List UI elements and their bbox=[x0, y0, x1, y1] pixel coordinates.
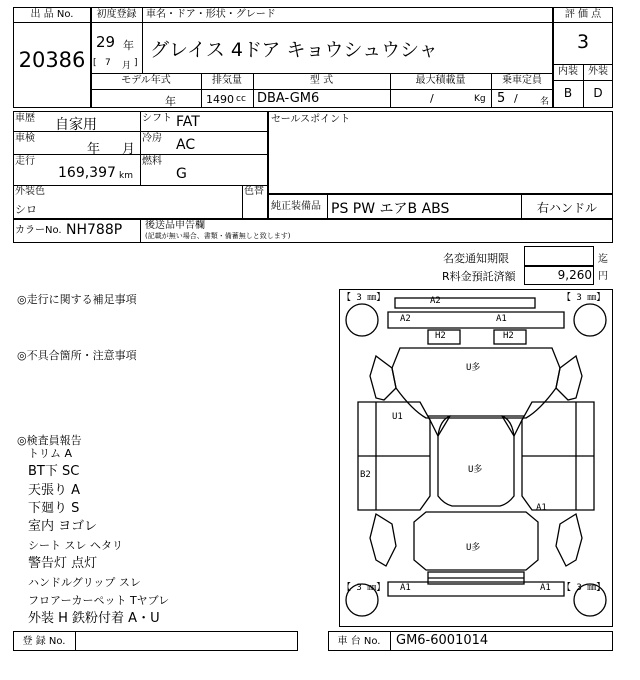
equipment-label: 純正装備品 bbox=[271, 201, 321, 212]
registration-number-label: 登 録 No. bbox=[22, 636, 66, 647]
car-name-label: 車名・ドア・形状・グレード bbox=[146, 9, 276, 20]
left-rear-fender bbox=[370, 514, 396, 566]
car-name: グレイス 4ドア キョウシュウシャ bbox=[150, 39, 438, 61]
front-right-tread-label: 【 3 ㎜】 bbox=[562, 293, 606, 303]
model-label: 型 式 bbox=[309, 75, 334, 86]
exterior-color-label: 外装色 bbox=[15, 186, 45, 197]
exterior-grade: D bbox=[593, 86, 603, 100]
rear-left-tread-label: 【 3 ㎜】 bbox=[342, 583, 386, 593]
model-year-unit: 年 bbox=[165, 95, 176, 108]
mark-front-bumper-top: A2 bbox=[430, 296, 441, 306]
equipment: PS PW エアB ABS bbox=[331, 201, 450, 217]
registration-year: 29 bbox=[96, 33, 116, 51]
report-line: 外装 H 鉄粉付着 A・U bbox=[28, 611, 160, 626]
front-bumper bbox=[388, 312, 564, 328]
color-change-label: 色替 bbox=[244, 186, 264, 197]
score: 3 bbox=[576, 31, 590, 53]
load-unit: Kg bbox=[474, 94, 486, 104]
fuel: G bbox=[176, 166, 187, 182]
mileage-label: 走行 bbox=[15, 156, 35, 167]
aftermarket-note: (記載が無い場合、書類・備蓄無しと致します) bbox=[145, 232, 291, 240]
capacity-unit: 名 bbox=[540, 97, 550, 107]
name-change-label: 名変通知期限 bbox=[443, 252, 509, 265]
front-left-tire-icon bbox=[346, 304, 378, 336]
left-front-fender bbox=[370, 356, 396, 400]
steering: 右ハンドル bbox=[536, 201, 597, 215]
sales-point-label: セールスポイント bbox=[271, 114, 351, 125]
model: DBA-GM6 bbox=[257, 91, 320, 106]
mark-left-rear-door: B2 bbox=[360, 470, 371, 480]
windshield bbox=[428, 416, 524, 436]
chassis-number-label: 車 台 No. bbox=[337, 636, 381, 647]
name-change-unit: 迄 bbox=[598, 254, 608, 265]
driving-notes-label: ◎走行に関する補足事項 bbox=[17, 293, 137, 306]
car-outline-diagram bbox=[340, 290, 612, 626]
report-line: トリム A bbox=[28, 447, 73, 460]
score-label: 評 価 点 bbox=[564, 9, 602, 20]
inspection-label: 車検 bbox=[15, 133, 35, 144]
mark-hood: U多 bbox=[466, 363, 481, 373]
displacement-label: 排気量 bbox=[212, 75, 242, 86]
rear-right-tread-label: 【 3 ㎜】 bbox=[562, 583, 606, 593]
registration-month: 7 bbox=[105, 58, 111, 68]
report-line: BT下 SC bbox=[28, 464, 80, 479]
aftermarket-label: 後送品申告欄 bbox=[145, 220, 205, 231]
capacity-slash: / bbox=[514, 92, 518, 105]
exterior-label: 外装 bbox=[588, 66, 608, 77]
report-line: フロアーカーペット Tヤブレ bbox=[28, 594, 170, 607]
chassis-number: GM6-6001014 bbox=[396, 633, 489, 648]
name-change-box bbox=[524, 246, 594, 266]
inspector-report-label: ◎検査員報告 bbox=[17, 434, 82, 447]
report-line: 下廻り S bbox=[28, 501, 80, 516]
displacement-unit: cc bbox=[236, 94, 246, 104]
mark-front-bumper-left: A2 bbox=[400, 314, 411, 324]
aircon-label: 冷房 bbox=[142, 133, 162, 144]
mark-right-rear-door: A1 bbox=[536, 503, 547, 513]
color-no: NH788P bbox=[66, 222, 123, 238]
report-line: 天張り A bbox=[28, 483, 81, 498]
recycle-unit: 円 bbox=[598, 271, 608, 282]
mileage: 169,397 bbox=[58, 165, 116, 181]
registration-year-unit: 年 bbox=[123, 39, 134, 52]
mark-front-bumper-right: A1 bbox=[496, 314, 507, 324]
report-line: 警告灯 点灯 bbox=[28, 556, 98, 571]
defects-label: ◎不具合箇所・注意事項 bbox=[17, 349, 137, 362]
lot-number: 20386 bbox=[18, 48, 86, 72]
report-line: シート スレ ヘタリ bbox=[28, 539, 123, 552]
fuel-label: 燃料 bbox=[142, 156, 162, 167]
capacity: 5 bbox=[497, 91, 506, 106]
report-line: 室内 ヨゴレ bbox=[28, 519, 98, 534]
mark-headlight-left: H2 bbox=[435, 331, 446, 341]
mark-rear-bumper-left: A1 bbox=[400, 583, 411, 593]
mark-roof: U多 bbox=[468, 465, 483, 475]
shift: FAT bbox=[176, 114, 200, 130]
right-front-fender bbox=[556, 356, 582, 400]
lot-number-label: 出 品 No. bbox=[30, 9, 74, 20]
mark-left-front-door: U1 bbox=[392, 412, 403, 422]
model-year-label: モデル年式 bbox=[121, 75, 171, 86]
recycle-value: 9,260 bbox=[557, 268, 592, 282]
max-load-label: 最大積載量 bbox=[415, 75, 466, 86]
color-no-label: カラーNo. bbox=[15, 225, 62, 236]
mark-rear-bumper-right: A1 bbox=[540, 583, 551, 593]
usage-label: 車歴 bbox=[15, 113, 35, 124]
shift-label: シフト bbox=[142, 113, 172, 124]
aircon: AC bbox=[176, 137, 196, 153]
right-rear-fender bbox=[556, 514, 582, 566]
damage-diagram-box bbox=[339, 289, 613, 627]
roof bbox=[438, 416, 514, 506]
mark-headlight-right: H2 bbox=[503, 331, 514, 341]
inspection-month-unit: 月 bbox=[122, 142, 136, 157]
report-line: ハンドルグリップ スレ bbox=[28, 576, 141, 589]
front-right-tire-icon bbox=[574, 304, 606, 336]
registration-month-unit: 月 bbox=[122, 61, 132, 71]
interior-label: 内装 bbox=[558, 66, 578, 77]
mark-trunk: U多 bbox=[466, 543, 481, 553]
first-registration-label: 初度登録 bbox=[96, 9, 137, 20]
capacity-label: 乗車定員 bbox=[502, 75, 542, 86]
mileage-unit: km bbox=[119, 171, 133, 181]
interior-grade: B bbox=[563, 86, 573, 100]
hood bbox=[392, 348, 560, 418]
front-bumper-top bbox=[395, 298, 535, 308]
displacement: 1490 bbox=[206, 93, 234, 106]
load-slash: / bbox=[430, 92, 434, 105]
exterior-color: シロ bbox=[15, 203, 37, 216]
recycle-label: R料金預託済額 bbox=[442, 270, 516, 283]
usage: 自家用 bbox=[55, 117, 97, 133]
inspection-year-unit: 年 bbox=[87, 142, 101, 157]
front-left-tread-label: 【 3 ㎜】 bbox=[342, 293, 386, 303]
